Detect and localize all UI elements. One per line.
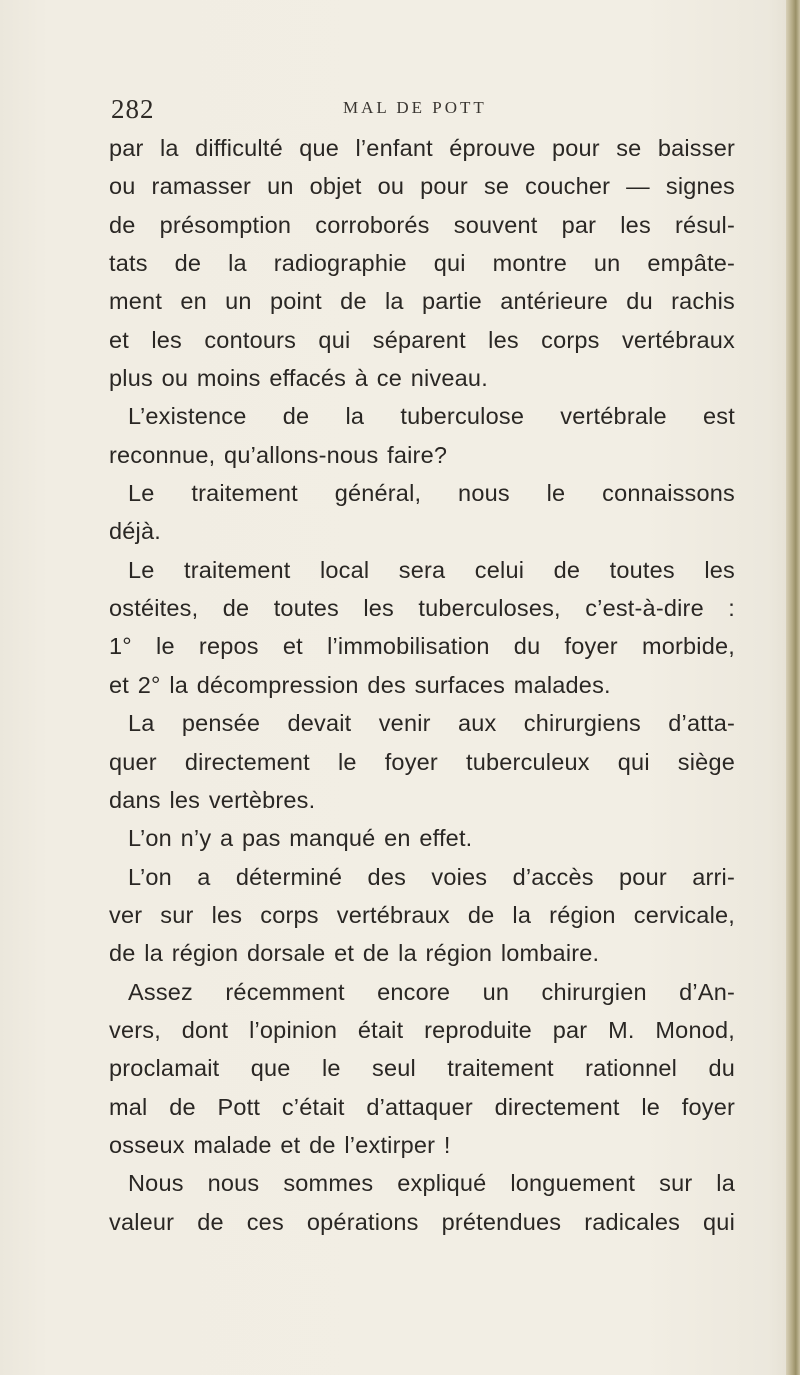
body-text [109, 129, 735, 1241]
text-line: proclamait que le seul traitement rationnel du [109, 1055, 735, 1082]
running-head: MAL DE POTT [343, 98, 487, 117]
text-line: reconnue, qu’allons-nous faire? [109, 441, 448, 468]
text-line: Assez récemment encore un chirurgien d’An- [128, 978, 735, 1005]
text-line: ment en un point de la partie antérieure du rachis [109, 288, 735, 315]
text-line: tats de la radiographie qui montre un empâte- [109, 250, 735, 277]
text-line: dans les vertèbres. [109, 786, 316, 813]
text-line: ou ramasser un objet ou pour se coucher — signes [109, 173, 735, 200]
text-line: de la région dorsale et de la région lombaire. [109, 940, 600, 967]
text-line: L’existence de la tuberculose vertébrale est [128, 403, 735, 430]
text-line: et 2° la décompression des surfaces malades. [109, 671, 611, 698]
text-line: La pensée devait venir aux chirurgiens d’atta- [128, 710, 735, 737]
page-number: 282 [111, 94, 155, 124]
text-line: vers, dont l’opinion était reproduite par M. Monod, [109, 1016, 735, 1043]
text-line: L’on a déterminé des voies d’accès pour arri- [128, 863, 735, 890]
text-line: ostéites, de toutes les tuberculoses, c’est-à-dire : [109, 595, 735, 622]
text-line: Le traitement général, nous le connaissons [128, 480, 735, 507]
text-line: osseux malade et de l’extirper ! [109, 1131, 451, 1158]
text-line: mal de Pott c’était d’attaquer directement le foyer [109, 1093, 735, 1120]
text-line: plus ou moins effacés à ce niveau. [109, 365, 488, 392]
text-line: quer directement le foyer tuberculeux qui siège [109, 748, 735, 775]
text-line: déjà. [109, 518, 161, 545]
text-line: et les contours qui séparent les corps vertébraux [109, 326, 735, 353]
text-line: Le traitement local sera celui de toutes les [128, 556, 735, 583]
page-edge [786, 0, 800, 1375]
page-header [111, 94, 711, 124]
text-line: Nous nous sommes expliqué longuement sur la [128, 1170, 735, 1197]
text-line: de présomption corroborés souvent par les résul- [109, 211, 735, 238]
text-line: valeur de ces opérations prétendues radicales qui [109, 1208, 735, 1235]
text-line: ver sur les corps vertébraux de la région cervicale, [109, 901, 735, 928]
text-line: L’on n’y a pas manqué en effet. [128, 825, 473, 852]
text-line: 1° le repos et l’immobilisation du foyer morbide, [109, 633, 735, 660]
text-line: par la difficulté que l’enfant éprouve pour se baisser [109, 135, 735, 161]
